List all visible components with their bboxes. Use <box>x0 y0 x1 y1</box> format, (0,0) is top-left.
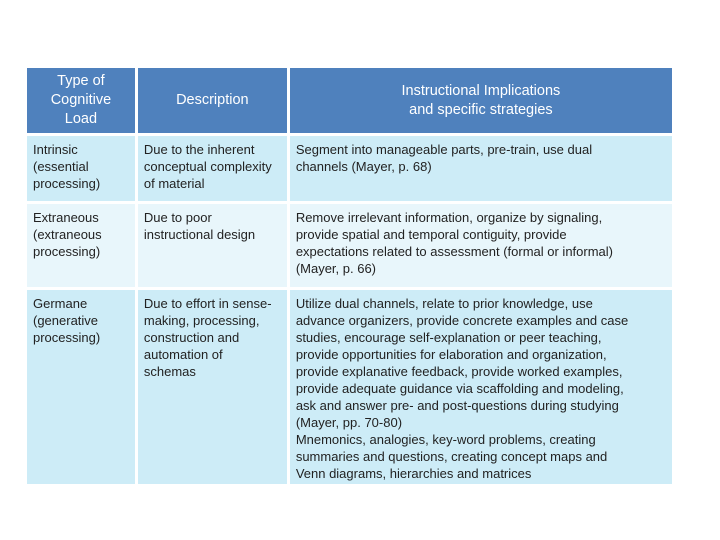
cell-line: of material <box>143 176 205 191</box>
cell-line: Intrinsic <box>33 142 78 157</box>
header-type-line: Type of <box>57 73 105 89</box>
cell-line: Extraneous <box>33 210 99 225</box>
cell-line: (Mayer, p. 66) <box>295 261 377 276</box>
cell-line: automation of <box>143 347 223 362</box>
header-type-of-cognitive-load <box>27 68 135 133</box>
table-row-extraneous <box>27 204 672 287</box>
cell-implications-intrinsic <box>290 136 672 201</box>
header-implications-line: Instructional Implications <box>401 82 561 99</box>
cell-line: advance organizers, provide concrete examples and case <box>295 313 629 328</box>
cell-implications-germane <box>290 290 672 484</box>
cell-line: (generative <box>33 313 99 328</box>
table-row-intrinsic <box>27 136 672 201</box>
cell-line: (Mayer, pp. 70-80) <box>295 415 403 430</box>
cell-line: construction and <box>143 330 240 345</box>
cell-line: processing) <box>33 244 101 259</box>
cell-line: Mnemonics, analogies, key-word problems, creating <box>295 432 596 447</box>
cell-line: Segment into manageable parts, pre-train, use dual <box>295 142 593 157</box>
cell-type-intrinsic <box>27 136 135 201</box>
cell-line: processing) <box>33 330 101 345</box>
cognitive-load-table <box>24 65 675 487</box>
cell-line: studies, encourage self-explanation or peer teaching, <box>295 330 602 345</box>
header-type-line: Load <box>64 111 98 127</box>
cell-line: schemas <box>143 364 196 379</box>
cell-line: Due to effort in sense- <box>143 296 272 311</box>
header-type-line: Cognitive <box>50 92 112 108</box>
cell-line: provide adequate guidance via scaffolding and modeling, <box>295 381 624 396</box>
cell-line: Germane <box>33 296 88 311</box>
cell-line: provide spatial and temporal contiguity, provide <box>295 227 567 242</box>
cell-line: instructional design <box>143 227 256 242</box>
cell-line: (extraneous <box>33 227 102 242</box>
table-row-germane <box>27 290 672 484</box>
cell-line: channels (Mayer, p. 68) <box>295 159 432 174</box>
cell-type-extraneous <box>27 204 135 287</box>
cell-line: summaries and questions, creating concept maps and <box>295 449 608 464</box>
table-header-row <box>27 68 672 133</box>
cell-type-germane <box>27 290 135 484</box>
header-description <box>138 68 287 133</box>
cell-line: processing) <box>33 176 101 191</box>
cell-description-germane <box>138 290 287 484</box>
cell-line: Due to poor <box>143 210 212 225</box>
cell-line: Utilize dual channels, relate to prior knowledge, use <box>295 296 593 311</box>
cell-line: Remove irrelevant information, organize by signaling, <box>295 210 603 225</box>
cell-line: provide explanative feedback, provide worked examples, <box>295 364 623 379</box>
cell-line: expectations related to assessment (formal or informal) <box>295 244 613 259</box>
cell-description-intrinsic <box>138 136 287 201</box>
cell-line: Due to the inherent <box>143 142 255 157</box>
header-description-line: Description <box>176 92 249 108</box>
cell-line: conceptual complexity <box>143 159 272 174</box>
cell-line: ask and answer pre- and post-questions during studying <box>295 398 619 413</box>
header-implications-line: and specific strategies <box>409 101 553 118</box>
cell-line: Venn diagrams, hierarchies and matrices <box>295 466 532 481</box>
cell-line: provide opportunities for elaboration and organization, <box>295 347 607 362</box>
cell-implications-extraneous <box>290 204 672 287</box>
cell-description-extraneous <box>138 204 287 287</box>
cell-line: making, processing, <box>143 313 260 328</box>
cell-line: (essential <box>33 159 89 174</box>
header-instructional-implications <box>290 68 672 133</box>
